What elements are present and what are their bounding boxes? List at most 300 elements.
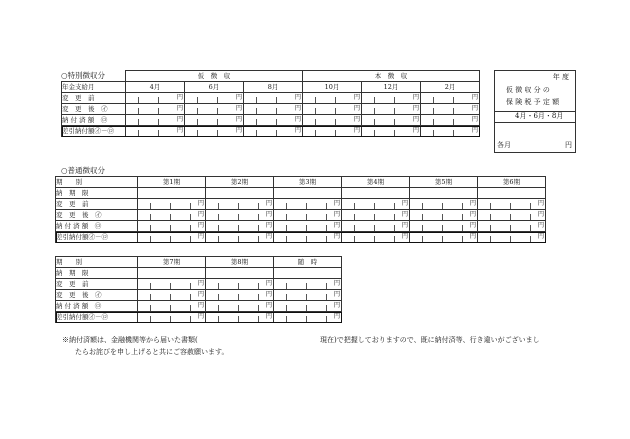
amount-cell[interactable]	[421, 104, 480, 115]
digit-separator	[138, 108, 139, 114]
digit-separator	[197, 119, 198, 125]
yen-unit: 円	[471, 94, 479, 101]
amount-cell[interactable]	[342, 210, 410, 221]
digit-separator	[286, 236, 287, 242]
amount-cell[interactable]	[410, 221, 478, 232]
amount-cell[interactable]	[206, 221, 274, 232]
yen-unit: 円	[333, 291, 340, 298]
digit-separator	[170, 283, 171, 289]
amount-cell[interactable]	[342, 232, 410, 243]
yen-unit: 円	[294, 127, 302, 134]
digit-separator	[218, 305, 219, 311]
amount-cell[interactable]	[206, 279, 274, 290]
digit-separator	[490, 214, 491, 220]
amount-cell[interactable]	[185, 93, 244, 104]
yen-unit: 円	[197, 233, 204, 240]
amount-cell[interactable]	[244, 126, 303, 137]
month-header: 6月	[185, 82, 244, 93]
amount-cell[interactable]	[478, 210, 546, 221]
table-row	[62, 104, 480, 115]
side-yen: 円	[565, 141, 572, 149]
yen-unit: 円	[265, 200, 272, 207]
digit-separator	[374, 203, 375, 209]
table-row	[56, 221, 546, 232]
yen-unit: 円	[469, 200, 476, 207]
digit-separator	[258, 225, 259, 231]
amount-cell[interactable]	[138, 199, 206, 210]
amount-cell[interactable]	[303, 93, 362, 104]
period-header: 第3期	[274, 177, 342, 188]
yen-unit: 円	[401, 222, 408, 229]
amount-cell[interactable]	[138, 301, 206, 312]
month-header: 2月	[421, 82, 480, 93]
each-month-label: 各月	[497, 141, 511, 149]
amount-cell[interactable]	[206, 199, 274, 210]
yen-unit: 円	[235, 116, 242, 123]
digit-separator	[256, 119, 257, 125]
row-label: 変 更 後 ㋑	[56, 210, 138, 221]
digit-separator	[190, 316, 191, 322]
yen-unit: 円	[353, 105, 361, 112]
digit-separator	[433, 130, 434, 136]
yen-unit: 円	[333, 280, 340, 287]
digit-separator	[286, 214, 287, 220]
digit-separator	[238, 214, 239, 220]
digit-separator	[315, 97, 316, 103]
yen-unit: 円	[353, 127, 361, 134]
amount-cell[interactable]	[410, 199, 478, 210]
digit-separator	[433, 108, 434, 114]
deadline-cell[interactable]	[274, 268, 342, 279]
amount-cell[interactable]	[303, 115, 362, 126]
amount-cell[interactable]	[126, 104, 185, 115]
period-header: 第6期	[478, 177, 546, 188]
deadline-cell[interactable]	[138, 188, 206, 199]
digit-separator	[306, 305, 307, 311]
digit-separator	[462, 203, 463, 209]
yen-unit: 円	[197, 211, 204, 218]
period-header: 第4期	[342, 177, 410, 188]
digit-separator	[453, 119, 454, 125]
digit-separator	[374, 214, 375, 220]
digit-separator	[258, 316, 259, 322]
digit-separator	[433, 97, 434, 103]
table-row	[56, 301, 342, 312]
deadline-cell[interactable]	[274, 188, 342, 199]
digit-separator	[462, 225, 463, 231]
note-line-2: たらお詫びを申し上げると共にご容赦願います。	[75, 348, 229, 356]
digit-separator	[238, 236, 239, 242]
digit-separator	[326, 225, 327, 231]
amount-cell[interactable]	[274, 232, 342, 243]
fiscal-year-label: 年 度	[552, 73, 569, 81]
digit-separator	[238, 316, 239, 322]
amount-cell[interactable]	[274, 290, 342, 301]
table-row	[62, 115, 480, 126]
digit-separator	[490, 225, 491, 231]
digit-separator	[158, 130, 159, 136]
digit-separator	[490, 203, 491, 209]
digit-separator	[510, 203, 511, 209]
amount-cell[interactable]	[362, 104, 421, 115]
period-header: 第1期	[138, 177, 206, 188]
digit-separator	[150, 294, 151, 300]
row-label: 変 更 前	[56, 199, 138, 210]
digit-separator	[238, 225, 239, 231]
digit-separator	[170, 305, 171, 311]
digit-separator	[170, 316, 171, 322]
digit-separator	[374, 225, 375, 231]
amount-cell[interactable]	[206, 312, 274, 323]
amount-cell[interactable]	[138, 312, 206, 323]
yen-unit: 円	[197, 200, 204, 207]
yen-unit: 円	[176, 116, 183, 123]
digit-separator	[442, 214, 443, 220]
digit-separator	[374, 236, 375, 242]
amount-cell[interactable]	[244, 115, 303, 126]
amount-cell[interactable]	[185, 126, 244, 137]
yen-unit: 円	[235, 105, 242, 112]
deadline-cell[interactable]	[138, 268, 206, 279]
deadline-cell[interactable]	[410, 188, 478, 199]
amount-cell[interactable]	[478, 221, 546, 232]
month-header: 4月	[126, 82, 185, 93]
digit-separator	[190, 305, 191, 311]
digit-separator	[276, 97, 277, 103]
digit-separator	[306, 225, 307, 231]
digit-separator	[394, 203, 395, 209]
amount-cell[interactable]	[421, 93, 480, 104]
digit-separator	[394, 236, 395, 242]
digit-separator	[286, 225, 287, 231]
digit-separator	[326, 203, 327, 209]
table-row	[62, 93, 480, 104]
yen-unit: 円	[197, 280, 204, 287]
yen-unit: 円	[412, 94, 420, 101]
digit-separator	[286, 294, 287, 300]
yen-unit: 円	[471, 105, 479, 112]
yen-unit: 円	[265, 222, 272, 229]
digit-separator	[326, 294, 327, 300]
digit-separator	[286, 305, 287, 311]
amount-cell[interactable]	[342, 199, 410, 210]
side-months: 4月・6月・8月	[515, 112, 564, 120]
note-line-1b: 現在)で把握しておりますので、既に納付済等、行き違いがございまし	[320, 336, 540, 344]
digit-separator	[326, 316, 327, 322]
amount-cell[interactable]	[274, 279, 342, 290]
digit-separator	[453, 97, 454, 103]
digit-separator	[530, 214, 531, 220]
digit-separator	[217, 97, 218, 103]
amount-cell[interactable]	[303, 126, 362, 137]
table-row	[56, 210, 546, 221]
digit-separator	[453, 108, 454, 114]
digit-separator	[150, 225, 151, 231]
normal-collection-table-2	[55, 256, 342, 323]
digit-separator	[433, 119, 434, 125]
amount-cell[interactable]	[303, 104, 362, 115]
amount-cell[interactable]	[138, 279, 206, 290]
amount-cell[interactable]	[185, 115, 244, 126]
yen-unit: 円	[471, 127, 479, 134]
yen-unit: 円	[333, 302, 340, 309]
yen-unit: 円	[294, 105, 302, 112]
digit-separator	[276, 108, 277, 114]
digit-separator	[490, 236, 491, 242]
side-line-2: 保 険 税 予 定 額	[506, 98, 560, 106]
digit-separator	[276, 119, 277, 125]
digit-separator	[256, 108, 257, 114]
digit-separator	[150, 203, 151, 209]
digit-separator	[326, 283, 327, 289]
amount-cell[interactable]	[138, 210, 206, 221]
row-label: 納 付 済 額 ㋺	[56, 301, 138, 312]
digit-separator	[286, 283, 287, 289]
digit-separator	[258, 236, 259, 242]
digit-separator	[335, 130, 336, 136]
amount-cell[interactable]	[410, 210, 478, 221]
digit-separator	[150, 316, 151, 322]
digit-separator	[197, 108, 198, 114]
digit-separator	[238, 283, 239, 289]
digit-separator	[258, 294, 259, 300]
row-label: 変 更 前	[62, 93, 126, 104]
digit-separator	[258, 305, 259, 311]
amount-cell[interactable]	[185, 104, 244, 115]
table-row	[56, 290, 342, 301]
amount-cell[interactable]	[206, 210, 274, 221]
digit-separator	[150, 236, 151, 242]
yen-unit: 円	[537, 211, 544, 218]
digit-separator	[158, 119, 159, 125]
digit-separator	[374, 130, 375, 136]
digit-separator	[462, 236, 463, 242]
digit-separator	[354, 214, 355, 220]
digit-separator	[218, 283, 219, 289]
digit-separator	[218, 236, 219, 242]
digit-separator	[354, 203, 355, 209]
yen-unit: 円	[469, 222, 476, 229]
yen-unit: 円	[265, 211, 272, 218]
yen-unit: 円	[197, 302, 204, 309]
month-header: 12月	[362, 82, 421, 93]
digit-separator	[315, 108, 316, 114]
digit-separator	[306, 203, 307, 209]
row-label: 差引納付額㋑－㋺	[56, 232, 138, 243]
amount-cell[interactable]	[342, 221, 410, 232]
deadline-cell[interactable]	[206, 188, 274, 199]
amount-cell[interactable]	[478, 199, 546, 210]
digit-separator	[150, 283, 151, 289]
normal-section-title: ○普通徴収分	[61, 166, 106, 175]
digit-separator	[256, 130, 257, 136]
digit-separator	[217, 108, 218, 114]
digit-separator	[238, 305, 239, 311]
deadline-cell[interactable]	[342, 188, 410, 199]
digit-separator	[422, 203, 423, 209]
yen-unit: 円	[401, 211, 408, 218]
main-collection-header: 本 徴 収	[303, 71, 480, 82]
row-label: 期 別	[56, 177, 138, 188]
digit-separator	[394, 119, 395, 125]
amount-cell[interactable]	[362, 126, 421, 137]
special-section-title: ○特別徴収分	[61, 71, 106, 80]
digit-separator	[335, 119, 336, 125]
amount-cell[interactable]	[478, 232, 546, 243]
note-line-1a: ※納付済額は、金融機関等から届いた書類(	[62, 336, 198, 344]
digit-separator	[170, 294, 171, 300]
month-header: 8月	[244, 82, 303, 93]
amount-cell[interactable]	[421, 126, 480, 137]
digit-separator	[170, 225, 171, 231]
digit-separator	[258, 203, 259, 209]
amount-cell[interactable]	[274, 199, 342, 210]
yen-unit: 円	[469, 211, 476, 218]
row-label: 納 付 済 額 ㋺	[62, 115, 126, 126]
amount-cell[interactable]	[274, 221, 342, 232]
digit-separator	[170, 203, 171, 209]
digit-separator	[326, 305, 327, 311]
amount-cell[interactable]	[138, 221, 206, 232]
amount-cell[interactable]	[274, 210, 342, 221]
digit-separator	[238, 294, 239, 300]
month-header: 10月	[303, 82, 362, 93]
yen-unit: 円	[176, 127, 183, 134]
special-collection-table	[61, 70, 480, 137]
amount-cell[interactable]	[410, 232, 478, 243]
digit-separator	[190, 294, 191, 300]
digit-separator	[462, 214, 463, 220]
digit-separator	[138, 130, 139, 136]
deadline-row	[56, 268, 342, 279]
amount-cell[interactable]	[421, 115, 480, 126]
yen-unit: 円	[197, 313, 204, 320]
digit-separator	[394, 225, 395, 231]
digit-separator	[218, 225, 219, 231]
row-label: 期 別	[56, 257, 138, 268]
yen-unit: 円	[333, 233, 340, 240]
amount-cell[interactable]	[138, 290, 206, 301]
digit-separator	[374, 108, 375, 114]
row-label: 変 更 後 ㋑	[56, 290, 138, 301]
yen-unit: 円	[235, 94, 242, 101]
row-label: 変 更 前	[56, 279, 138, 290]
yen-unit: 円	[333, 313, 340, 320]
digit-separator	[442, 203, 443, 209]
yen-unit: 円	[176, 105, 183, 112]
yen-unit: 円	[294, 94, 302, 101]
digit-separator	[394, 214, 395, 220]
digit-separator	[374, 119, 375, 125]
amount-cell[interactable]	[362, 93, 421, 104]
amount-cell[interactable]	[126, 115, 185, 126]
digit-separator	[422, 236, 423, 242]
amount-cell[interactable]	[138, 232, 206, 243]
amount-cell[interactable]	[244, 104, 303, 115]
digit-separator	[335, 108, 336, 114]
yen-unit: 円	[401, 200, 408, 207]
amount-cell[interactable]	[244, 93, 303, 104]
digit-separator	[315, 130, 316, 136]
yen-unit: 円	[537, 222, 544, 229]
table-row	[62, 126, 480, 137]
yen-unit: 円	[412, 116, 420, 123]
deadline-cell[interactable]	[206, 268, 274, 279]
digit-separator	[238, 203, 239, 209]
yen-unit: 円	[294, 116, 302, 123]
yen-unit: 円	[197, 222, 204, 229]
digit-separator	[276, 130, 277, 136]
digit-separator	[442, 225, 443, 231]
period-row	[56, 257, 342, 268]
digit-separator	[190, 236, 191, 242]
yen-unit: 円	[176, 94, 183, 101]
digit-separator	[306, 236, 307, 242]
digit-separator	[258, 214, 259, 220]
digit-separator	[422, 225, 423, 231]
digit-separator	[335, 97, 336, 103]
row-label: 差引納付額㋑－㋺	[56, 312, 138, 323]
period-header: 第5期	[410, 177, 478, 188]
digit-separator	[218, 294, 219, 300]
amount-cell[interactable]	[126, 126, 185, 137]
amount-cell[interactable]	[206, 290, 274, 301]
yen-unit: 円	[197, 291, 204, 298]
digit-separator	[138, 97, 139, 103]
digit-separator	[442, 236, 443, 242]
period-header: 随 時	[274, 257, 342, 268]
digit-separator	[286, 203, 287, 209]
digit-separator	[190, 214, 191, 220]
yen-unit: 円	[469, 233, 476, 240]
digit-separator	[306, 294, 307, 300]
period-header: 第2期	[206, 177, 274, 188]
digit-separator	[530, 203, 531, 209]
digit-separator	[150, 305, 151, 311]
amount-cell[interactable]	[126, 93, 185, 104]
amount-cell[interactable]	[274, 301, 342, 312]
period-header: 第8期	[206, 257, 274, 268]
digit-separator	[315, 119, 316, 125]
digit-separator	[326, 214, 327, 220]
yen-unit: 円	[401, 233, 408, 240]
digit-separator	[374, 97, 375, 103]
digit-separator	[510, 214, 511, 220]
yen-unit: 円	[265, 302, 272, 309]
digit-separator	[218, 203, 219, 209]
digit-separator	[170, 236, 171, 242]
digit-separator	[217, 119, 218, 125]
deadline-cell[interactable]	[478, 188, 546, 199]
yen-unit: 円	[412, 127, 420, 134]
row-label: 変 更 後 ㋑	[62, 104, 126, 115]
digit-separator	[510, 225, 511, 231]
yen-unit: 円	[333, 200, 340, 207]
amount-cell[interactable]	[206, 232, 274, 243]
digit-separator	[190, 203, 191, 209]
digit-separator	[256, 97, 257, 103]
digit-separator	[394, 108, 395, 114]
table-row	[56, 312, 342, 323]
digit-separator	[158, 97, 159, 103]
amount-cell[interactable]	[206, 301, 274, 312]
row-label: 納 期 限	[56, 268, 138, 279]
amount-cell[interactable]	[274, 312, 342, 323]
yen-unit: 円	[537, 233, 544, 240]
amount-cell[interactable]	[362, 115, 421, 126]
normal-collection-table-1	[55, 176, 546, 243]
digit-separator	[190, 225, 191, 231]
